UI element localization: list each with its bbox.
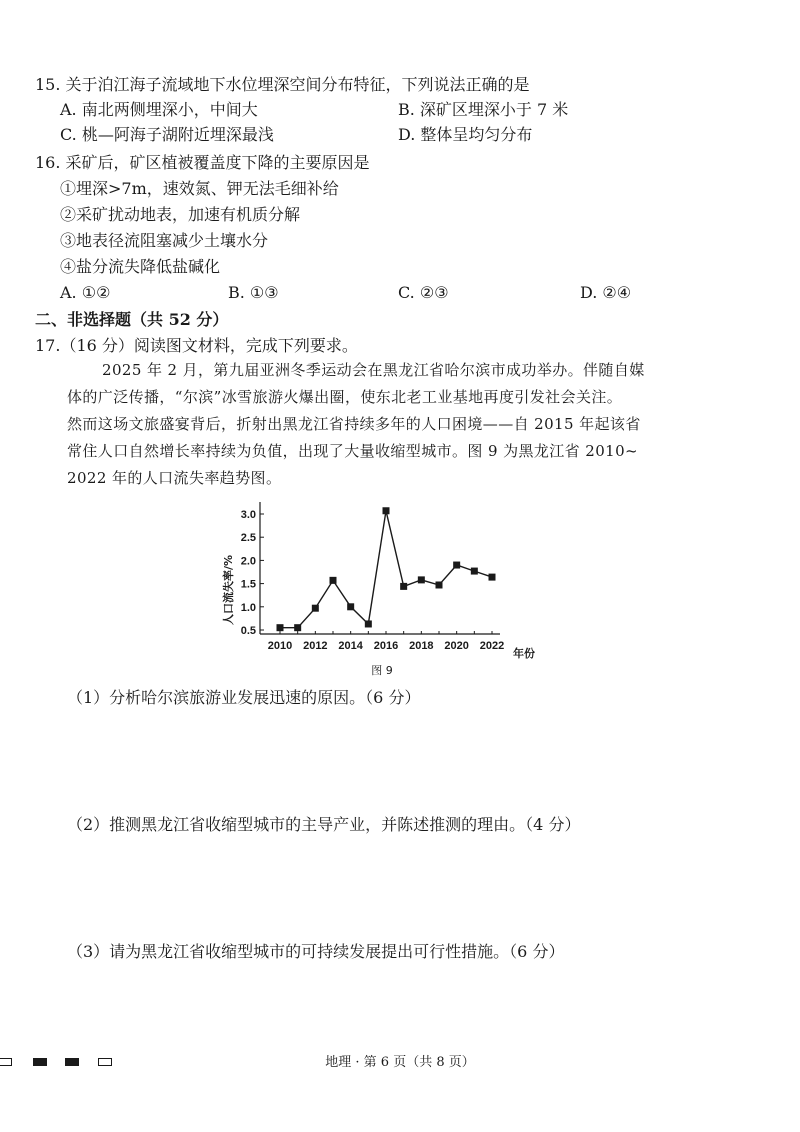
chart-data-point bbox=[489, 574, 496, 581]
chart-y-tick-label: 1.5 bbox=[240, 578, 256, 591]
q17-subquestion-3: （3）请为黑龙江省收缩型城市的可持续发展提出可行性措施。（6 分） bbox=[67, 942, 565, 961]
chart-data-point bbox=[312, 605, 319, 612]
q17-paragraph-line-2: 体的广泛传播，“尔滨”冰雪旅游火爆出圈，使东北老工业基地再度引发社会关注。 bbox=[67, 388, 623, 406]
q16-stem: 16. 采矿后，矿区植被覆盖度下降的主要原因是 bbox=[35, 153, 370, 172]
chart-data-point bbox=[347, 603, 354, 610]
q17-paragraph-line-5: 2022 年的人口流失率趋势图。 bbox=[67, 469, 282, 487]
q17-paragraph-line-1: 2025 年 2 月，第九届亚洲冬季运动会在黑龙江省哈尔滨市成功举办。伴随自媒 bbox=[102, 361, 645, 379]
q16-option-d: D. ②④ bbox=[580, 283, 632, 302]
chart-title: 图 9 bbox=[371, 664, 393, 677]
population-loss-chart bbox=[218, 494, 548, 680]
chart-data-point bbox=[471, 568, 478, 575]
q15-option-c: C. 桃—阿海子湖附近埋深最浅 bbox=[60, 125, 274, 144]
q17-paragraph-line-3: 然而这场文旅盛宴背后，折射出黑龙江省持续多年的人口困境——自 2015 年起该省 bbox=[67, 415, 641, 433]
q16-statement-1: ①埋深>7m，速效氮、钾无法毛细补给 bbox=[60, 179, 339, 198]
q16-statement-4: ④盐分流失降低盐碱化 bbox=[60, 257, 221, 276]
chart-data-point bbox=[277, 624, 284, 631]
q17-paragraph-line-4: 常住人口自然增长率持续为负值，出现了大量收缩型城市。图 9 为黑龙江省 2010~ bbox=[67, 442, 638, 460]
chart-data-point bbox=[418, 576, 425, 583]
q16-option-b: B. ①③ bbox=[228, 283, 279, 302]
chart-data-point bbox=[436, 581, 443, 588]
q16-option-c: C. ②③ bbox=[398, 283, 449, 302]
chart-x-tick-label: 2020 bbox=[444, 640, 469, 652]
chart-y-tick-label: 3.0 bbox=[240, 509, 256, 521]
chart-data-point bbox=[365, 620, 372, 627]
chart-x-tick-label: 2014 bbox=[338, 640, 363, 652]
q15-option-a: A. 南北两侧埋深小，中间大 bbox=[60, 100, 258, 119]
section-title: 二、非选择题（共 52 分） bbox=[35, 310, 229, 329]
q17-subquestion-1: （1）分析哈尔滨旅游业发展迅速的原因。（6 分） bbox=[67, 688, 421, 707]
q16-statement-3: ③地表径流阻塞减少土壤水分 bbox=[60, 231, 269, 250]
q17-subquestion-2: （2）推测黑龙江省收缩型城市的主导产业，并陈述推测的理由。（4 分） bbox=[67, 815, 581, 834]
chart-markers bbox=[277, 507, 496, 631]
chart-data-point bbox=[383, 507, 390, 514]
chart-x-tick-label: 2016 bbox=[373, 640, 399, 652]
chart-data-point bbox=[400, 583, 407, 590]
chart-y-axis-label: 人口流失率/% bbox=[222, 554, 235, 626]
chart-x-tick-label: 2010 bbox=[267, 640, 293, 652]
chart-x-tick-label: 2012 bbox=[303, 640, 328, 652]
chart-data-point bbox=[330, 577, 337, 584]
chart-y-tick-label: 2.0 bbox=[240, 555, 256, 568]
q16-statement-2: ②采矿扰动地表，加速有机质分解 bbox=[60, 205, 301, 224]
chart-x-axis-label: 年份 bbox=[513, 647, 535, 660]
chart-y-tick-label: 1.0 bbox=[240, 601, 256, 614]
chart-series-line bbox=[280, 511, 492, 628]
q15-option-d: D. 整体呈均匀分布 bbox=[398, 125, 533, 144]
q17-stem: 17.（16 分）阅读图文材料，完成下列要求。 bbox=[35, 336, 358, 355]
q16-option-a: A. ①② bbox=[60, 283, 111, 302]
q15-option-b: B. 深矿区埋深小于 7 米 bbox=[398, 100, 569, 119]
chart-data-point bbox=[294, 624, 301, 631]
chart-y-tick-label: 0.5 bbox=[240, 625, 256, 637]
chart-x-tick-label: 2022 bbox=[479, 640, 505, 652]
chart-y-tick-label: 2.5 bbox=[240, 532, 256, 545]
chart-x-tick-label: 2018 bbox=[409, 640, 434, 652]
chart-data-point bbox=[453, 562, 460, 569]
q15-stem: 15. 关于泊江海子流域地下水位埋深空间分布特征，下列说法正确的是 bbox=[35, 75, 530, 94]
page-footer: 地理 · 第 6 页（共 8 页） bbox=[325, 1055, 475, 1070]
